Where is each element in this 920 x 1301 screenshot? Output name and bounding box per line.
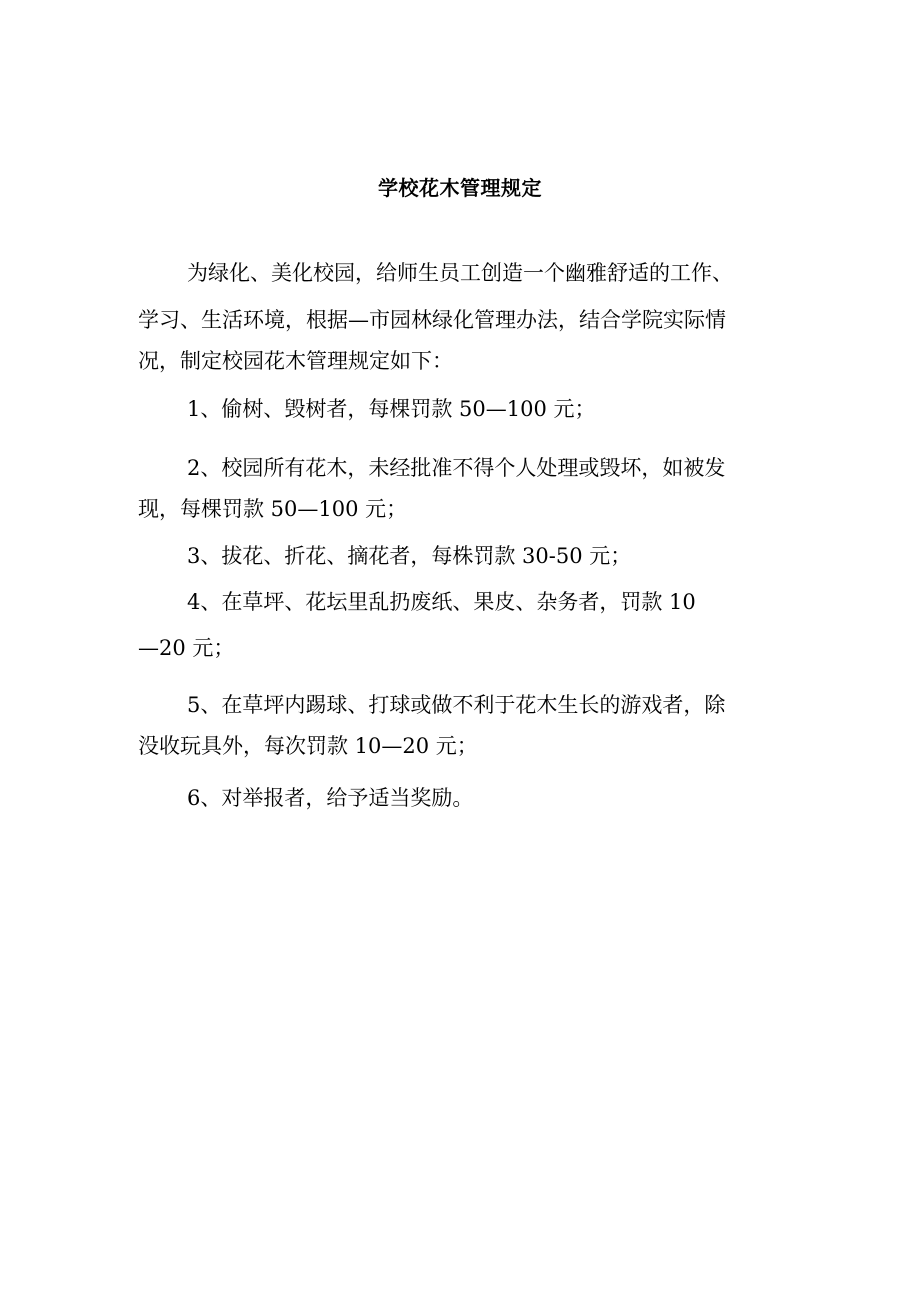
rule-4-line-1: 4、在草坪、花坛里乱扔废纸、果皮、杂务者，罚款 10	[187, 590, 696, 614]
intro-line-3: 况，制定校园花木管理规定如下：	[138, 349, 453, 373]
rule-1-line-1: 1、偷树、毁树者，每棵罚款 50—100 元；	[187, 397, 596, 421]
rule-5-line-2: 没收玩具外，每次罚款 10—20 元；	[138, 734, 478, 758]
rule-2-line-2: 现，每棵罚款 50—100 元；	[138, 497, 408, 521]
document-title: 学校花木管理规定	[378, 176, 542, 200]
rule-5-line-1: 5、在草坪内踢球、打球或做不利于花木生长的游戏者，除	[187, 693, 726, 717]
intro-line-1: 为绿化、美化校园，给师生员工创造一个幽雅舒适的工作、	[187, 261, 733, 285]
rule-6-line-1: 6、对举报者，给予适当奖励。	[187, 786, 474, 810]
rule-4-line-2: —20 元；	[138, 636, 235, 660]
intro-line-2: 学习、生活环境，根据—市园林绿化管理办法，结合学院实际情	[138, 308, 726, 332]
rule-2-line-1: 2、校园所有花木，未经批准不得个人处理或毁坏，如被发	[187, 456, 726, 480]
rule-3-line-1: 3、拔花、折花、摘花者，每株罚款 30-50 元；	[187, 544, 632, 568]
